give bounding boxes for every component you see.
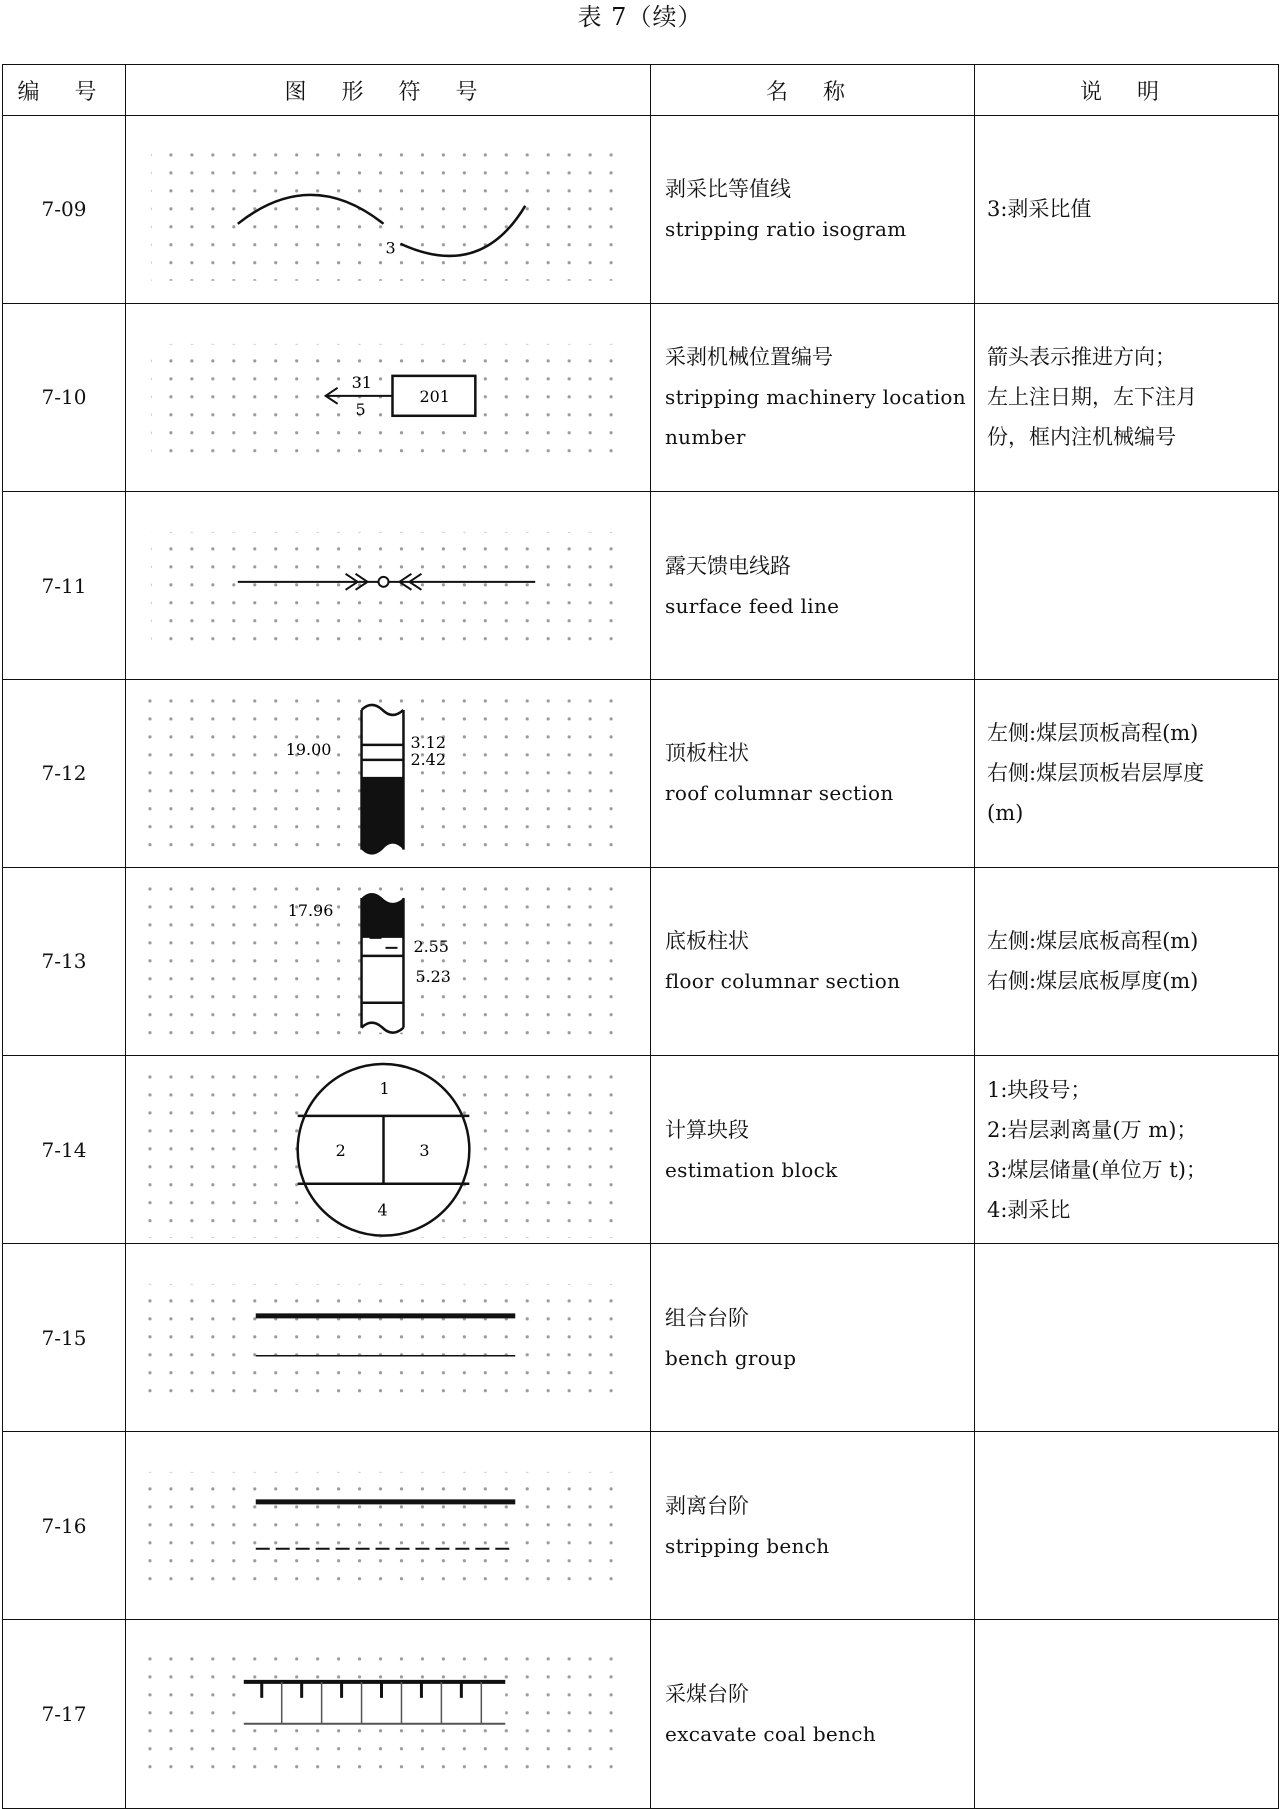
- surface-feed-line-icon: [126, 492, 651, 680]
- table-row: [3, 116, 1279, 304]
- name-cn: 剥离台阶: [665, 1493, 749, 1518]
- desc-line: 份，框内注机械编号: [987, 425, 1176, 450]
- name-en: floor columnar section: [665, 969, 901, 994]
- row-name: [651, 116, 975, 304]
- header-name: 名 称: [651, 65, 975, 116]
- row-code: 7-09: [3, 116, 126, 304]
- stripping-ratio-isogram-icon: [126, 116, 651, 304]
- symbol-label: 19.00: [285, 739, 332, 759]
- desc-line: 3:剥采比值: [987, 197, 1092, 222]
- row-desc: [975, 679, 1279, 867]
- row-name: [651, 679, 975, 867]
- dot-grid-background: [146, 1284, 625, 1399]
- row-name: [651, 492, 975, 680]
- symbol-label: 1: [379, 1079, 390, 1099]
- row-name: [651, 1432, 975, 1620]
- name-cn: 顶板柱状: [665, 741, 749, 766]
- table-row: [3, 679, 1279, 867]
- symbol-label: 2.55: [413, 936, 449, 956]
- row-name: [651, 1620, 975, 1809]
- header-desc: 说 明: [975, 65, 1279, 116]
- symbol-label: 2.42: [410, 749, 446, 769]
- row-code: 7-15: [3, 1243, 126, 1432]
- machinery-location-icon: [126, 303, 651, 492]
- name-en: number: [665, 425, 746, 450]
- row-desc: [975, 1243, 1279, 1432]
- desc-line: 左侧:煤层底板高程(m): [987, 929, 1199, 954]
- bench-group-icon: [126, 1243, 651, 1432]
- symbol-label: 17.96: [287, 900, 334, 920]
- dot-grid-background: [151, 344, 625, 454]
- name-en: surface feed line: [665, 593, 840, 618]
- symbol-table: [2, 64, 1279, 1809]
- symbol-label: 31: [351, 372, 372, 392]
- row-desc: [975, 116, 1279, 304]
- desc-line: 3:煤层储量(单位万 t)；: [987, 1157, 1207, 1182]
- row-desc: [975, 303, 1279, 492]
- symbol-label: 3: [419, 1141, 430, 1161]
- name-en: excavate coal bench: [665, 1721, 876, 1746]
- name-cn: 计算块段: [665, 1117, 749, 1142]
- row-code: 7-17: [3, 1620, 126, 1809]
- name-cn: 剥采比等值线: [665, 177, 791, 202]
- dot-grid-background: [146, 1472, 625, 1582]
- name-en: estimation block: [665, 1157, 838, 1182]
- name-cn: 组合台阶: [665, 1305, 749, 1330]
- desc-line: (m): [987, 801, 1024, 826]
- name-cn: 露天馈电线路: [665, 553, 791, 578]
- name-en: bench group: [665, 1345, 797, 1370]
- row-name: [651, 867, 975, 1056]
- symbol-label: 3: [385, 238, 396, 258]
- row-code: 7-12: [3, 679, 126, 867]
- estimation-block-icon: [126, 1056, 651, 1244]
- name-cn: 采煤台阶: [665, 1681, 749, 1706]
- desc-line: 4:剥采比: [987, 1197, 1071, 1222]
- table-header-row: [3, 65, 1279, 116]
- page-title: 表 7（续）: [577, 3, 703, 31]
- row-desc: [975, 1056, 1279, 1244]
- row-name: [651, 303, 975, 492]
- header-symbol: 图 形 符 号: [126, 65, 651, 116]
- table-row: [3, 1620, 1279, 1809]
- row-name: [651, 1243, 975, 1432]
- row-desc: [975, 1620, 1279, 1809]
- name-en: stripping machinery location: [665, 385, 966, 410]
- name-en: roof columnar section: [665, 781, 894, 806]
- symbol-label: 3.12: [410, 732, 446, 752]
- coal-bench-icon: [126, 1620, 651, 1809]
- header-code: 编 号: [3, 65, 126, 116]
- row-code: 7-13: [3, 867, 126, 1056]
- desc-line: 右侧:煤层顶板岩层厚度: [987, 761, 1205, 786]
- roof-columnar-icon: [126, 679, 651, 867]
- symbol-label: 5: [355, 399, 366, 419]
- dot-grid-background: [151, 141, 625, 281]
- floor-columnar-icon: [126, 867, 651, 1056]
- row-code: 7-11: [3, 492, 126, 680]
- desc-line: 2:岩层剥离量(万 m)；: [987, 1117, 1198, 1142]
- table-row: [3, 867, 1279, 1056]
- name-cn: 采剥机械位置编号: [665, 345, 833, 370]
- row-desc: [975, 1432, 1279, 1620]
- table-row: [3, 492, 1279, 680]
- table-row: [3, 1056, 1279, 1244]
- row-desc: [975, 492, 1279, 680]
- desc-line: 左上注日期，左下注月: [987, 385, 1197, 410]
- symbol-label: 4: [377, 1200, 388, 1220]
- table-row: [3, 1432, 1279, 1620]
- row-code: 7-14: [3, 1056, 126, 1244]
- desc-line: 1:块段号；: [987, 1077, 1092, 1102]
- row-name: [651, 1056, 975, 1244]
- row-desc: [975, 867, 1279, 1056]
- row-code: 7-10: [3, 303, 126, 492]
- dot-grid-background: [151, 532, 625, 642]
- symbol-label: 201: [419, 386, 450, 406]
- stripping-bench-icon: [126, 1432, 651, 1620]
- desc-line: 箭头表示推进方向；: [987, 345, 1176, 370]
- row-code: 7-16: [3, 1432, 126, 1620]
- desc-line: 右侧:煤层底板厚度(m): [987, 969, 1199, 994]
- desc-line: 左侧:煤层顶板高程(m): [987, 721, 1199, 746]
- table-row: [3, 1243, 1279, 1432]
- name-en: stripping bench: [665, 1533, 830, 1558]
- symbol-label: 5.23: [415, 966, 451, 986]
- table-row: [3, 303, 1279, 492]
- name-en: stripping ratio isogram: [665, 217, 907, 242]
- name-cn: 底板柱状: [665, 929, 749, 954]
- symbol-label: 2: [335, 1141, 346, 1161]
